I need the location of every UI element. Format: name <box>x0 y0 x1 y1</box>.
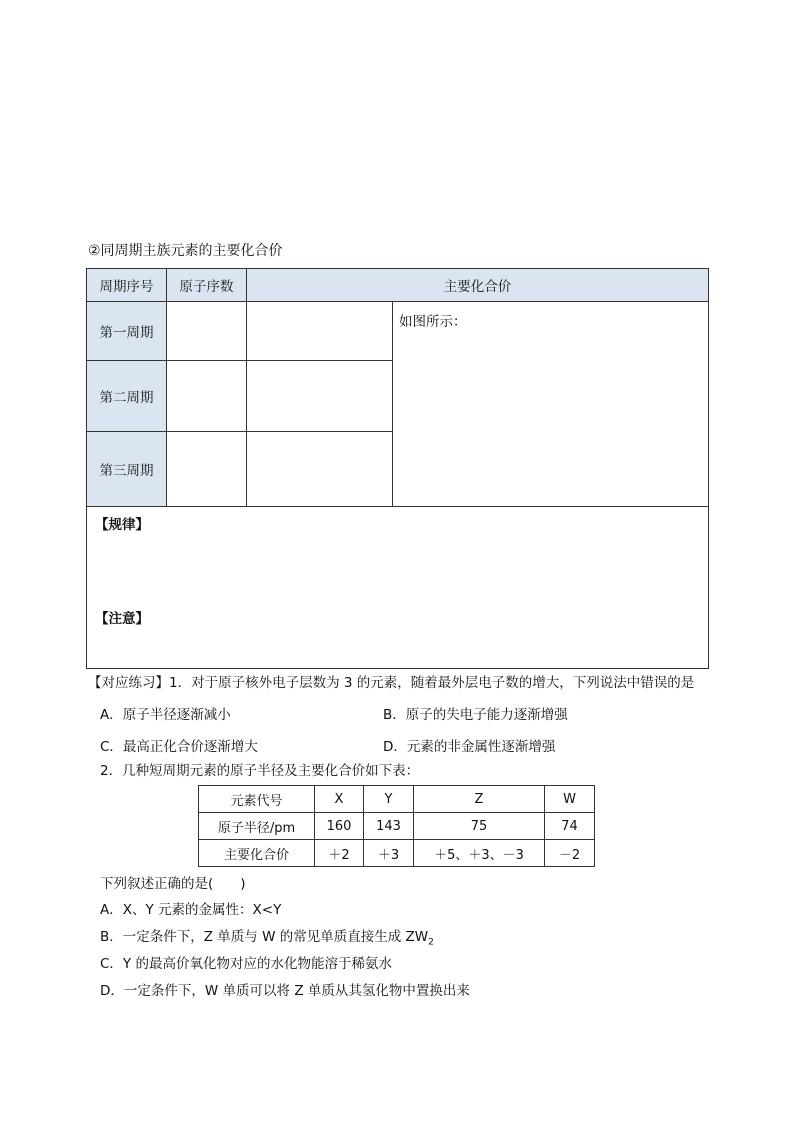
table-cell: 主要化合价 <box>199 840 315 867</box>
q2-option-d: D．一定条件下，W 单质可以将 Z 单质从其氢化物中置换出来 <box>100 983 470 999</box>
header-atomic-number: 原子序数 <box>167 269 247 302</box>
q2-option-a: A．X、Y 元素的金属性：X<Y <box>100 902 282 918</box>
table-cell: X <box>315 786 364 813</box>
row-period-3: 第三周期 <box>87 432 167 507</box>
table-cell: Z <box>414 786 545 813</box>
table-cell: 元素代号 <box>199 786 315 813</box>
q2-stem: 下列叙述正确的是( ) <box>100 876 246 892</box>
question-1: 【对应练习】1．对于原子核外电子层数为 3 的元素，随着最外层电子数的增大，下列说法中错误的是 <box>88 675 695 691</box>
q2-option-b-text: B．一定条件下，Z 单质与 W 的常见单质直接生成 ZW <box>100 929 429 945</box>
q2-option-b-subscript: 2 <box>428 937 434 948</box>
table-cell: 74 <box>545 813 595 840</box>
q1-option-a: A．原子半径逐渐减小 <box>100 707 231 723</box>
q2-option-c: C．Y 的最高价氧化物对应的水化物能溶于稀氨水 <box>100 956 392 972</box>
q1-option-c: C．最高正化合价逐渐增大 <box>100 739 258 755</box>
cell-valence-1 <box>247 302 393 361</box>
table-cell: Y <box>364 786 414 813</box>
cell-atomic-number-2 <box>167 361 247 432</box>
table-cell: 160 <box>315 813 364 840</box>
section-title: ②同周期主族元素的主要化合价 <box>88 243 283 259</box>
valence-table <box>86 268 709 669</box>
table-cell: ＋2 <box>315 840 364 867</box>
rule-label: 【规律】 <box>95 517 149 533</box>
cell-atomic-number-3 <box>167 432 247 507</box>
row-period-1: 第一周期 <box>87 302 167 361</box>
element-table <box>198 785 595 867</box>
figure-note: 如图所示： <box>399 314 467 330</box>
cell-atomic-number-1 <box>167 302 247 361</box>
table-cell: W <box>545 786 595 813</box>
cell-valence-3 <box>247 432 393 507</box>
table-cell: 原子半径/pm <box>199 813 315 840</box>
header-valence: 主要化合价 <box>247 269 709 302</box>
q2-option-b <box>100 925 434 948</box>
table-cell: 75 <box>414 813 545 840</box>
q1-option-b: B．原子的失电子能力逐渐增强 <box>383 707 568 723</box>
table-cell: ＋5、＋3、－3 <box>414 840 545 867</box>
figure-cell <box>393 302 709 507</box>
note-label: 【注意】 <box>95 611 149 627</box>
q1-option-d: D．元素的非金属性逐渐增强 <box>383 739 556 755</box>
question-2: 2．几种短周期元素的原子半径及主要化合价如下表： <box>100 763 420 779</box>
cell-valence-2 <box>247 361 393 432</box>
rule-cell <box>87 507 709 669</box>
table-cell: －2 <box>545 840 595 867</box>
table-cell: ＋3 <box>364 840 414 867</box>
header-period: 周期序号 <box>87 269 167 302</box>
row-period-2: 第二周期 <box>87 361 167 432</box>
table-cell: 143 <box>364 813 414 840</box>
